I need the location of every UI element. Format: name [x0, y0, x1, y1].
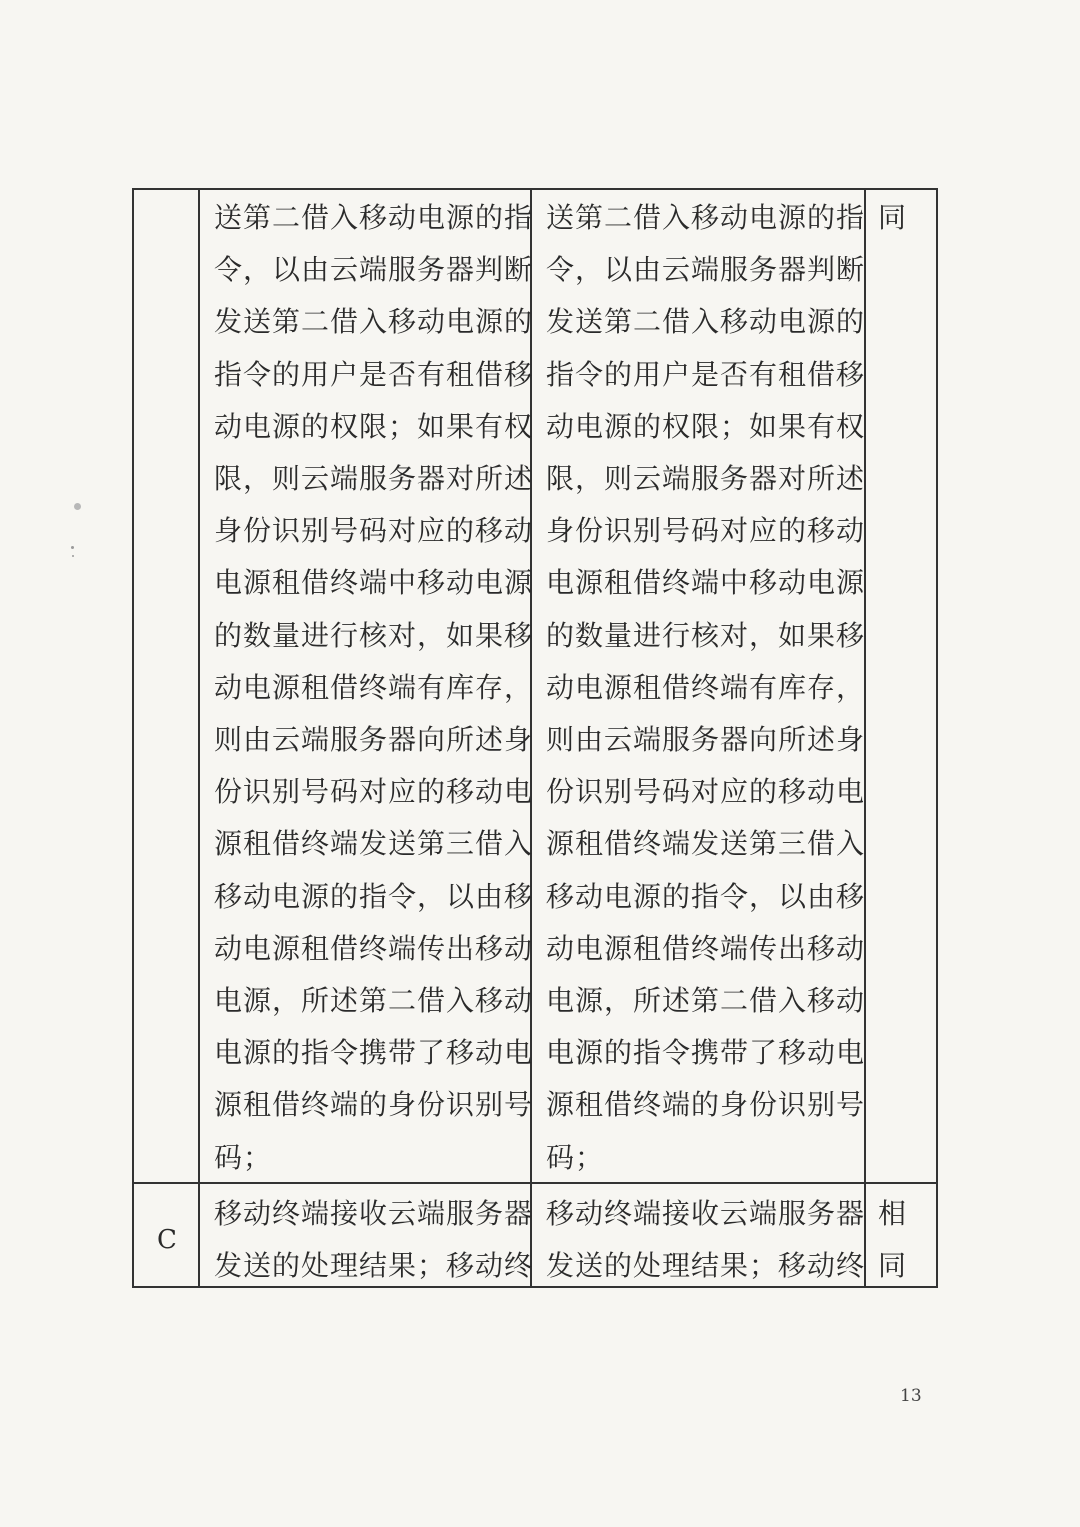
- scan-speck: [71, 546, 74, 549]
- row2-label: C: [157, 1225, 177, 1255]
- scan-speck: [74, 503, 81, 510]
- column-divider: [198, 190, 200, 1286]
- comparison-table: [132, 188, 938, 1288]
- row2-col3-text: 相 同: [878, 1197, 908, 1283]
- row1-col3-text: 同: [878, 201, 908, 234]
- scan-speck: [72, 555, 74, 557]
- page-number: 13: [900, 1386, 922, 1406]
- row1-col1-text: 送第二借入移动电源的指 令，以由云端服务器判断 发送第二借入移动电源的 指令的用户是否有租借移 动电源的权限；如果有权 限，则云端服务器对所述 身份识别号码对应的移动 电源租借终端中移动电源 的数量进行核对，如果移 动电源租借终端有库存， 则由云端服务器向所述身 份识别号码对应的移动电 源租借终端发送第三借入 移动电源的指令，以由移 动电源租借终端传出移动 电源，所述第二借入移动 电源的指令携带了移动电 源租借终端的身份识别号 码；: [214, 201, 534, 1174]
- row1-col2-text: 送第二借入移动电源的指 令，以由云端服务器判断 发送第二借入移动电源的 指令的用户是否有租借移 动电源的权限；如果有权 限，则云端服务器对所述 身份识别号码对应的移动 电源租借终端中移动电源 的数量进行核对，如果移 动电源租借终端有库存， 则由云端服务器向所述身 份识别号码对应的移动电 源租借终端发送第三借入 移动电源的指令，以由移 动电源租借终端传出移动 电源，所述第二借入移动 电源的指令携带了移动电 源租借终端的身份识别号 码；: [546, 201, 866, 1174]
- row2-col2-text: 移动终端接收云端服务器 发送的处理结果；移动终: [546, 1197, 866, 1283]
- row2-col1-text: 移动终端接收云端服务器 发送的处理结果；移动终: [214, 1197, 534, 1283]
